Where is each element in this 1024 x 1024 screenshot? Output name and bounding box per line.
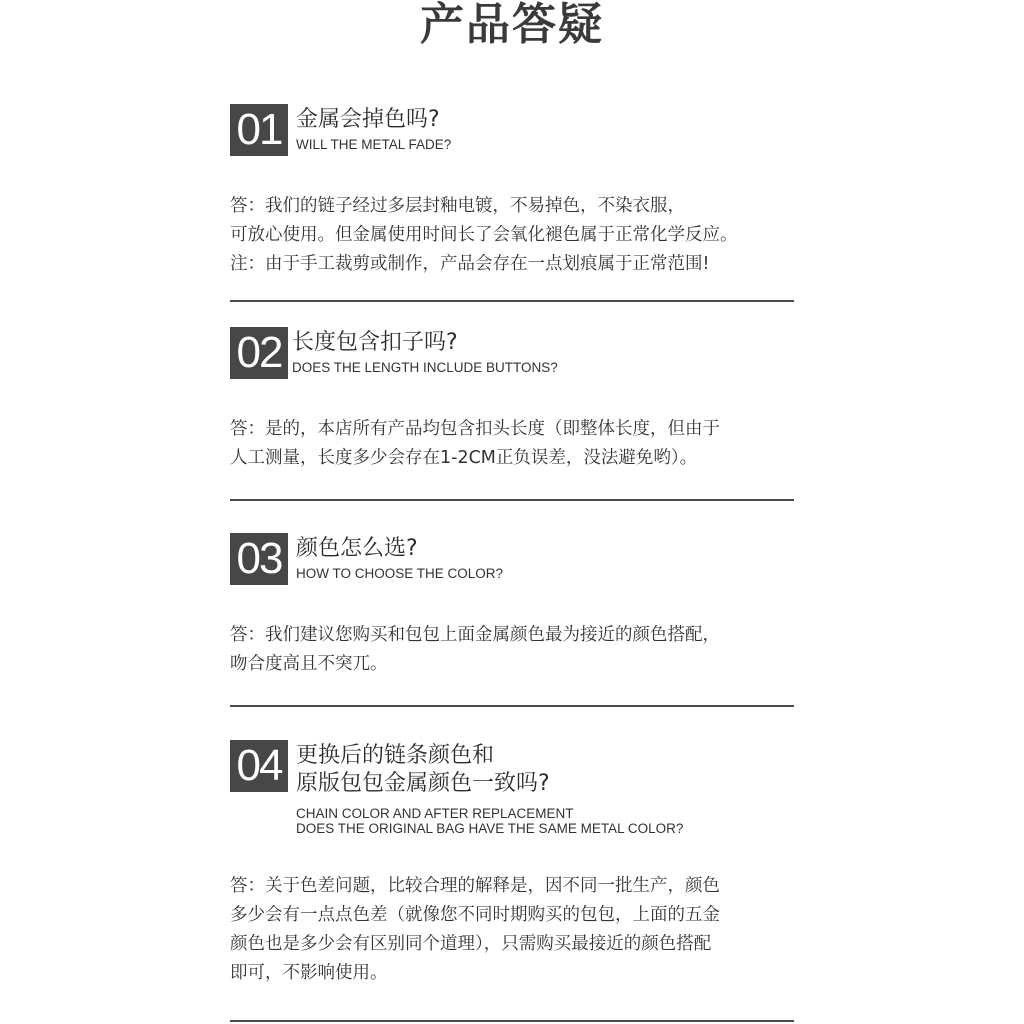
- faq-item-1: [230, 104, 794, 274]
- faq-number-badge: 03: [230, 533, 288, 585]
- faq-item-4: [230, 740, 794, 983]
- faq-question-2: [230, 327, 794, 379]
- faq-question-4: [230, 740, 794, 836]
- faq-answer-3: 答：我们建议您购买和包包上面金属颜色最为接近的颜色搭配， 吻合度高且不突兀。: [230, 625, 720, 674]
- faq-item-2: [230, 327, 794, 468]
- faq-question-3: [230, 533, 794, 585]
- page-title: 产品答疑: [420, 0, 604, 50]
- faq-number-badge: 01: [230, 104, 288, 156]
- faq-item-3: [230, 533, 794, 674]
- faq-answer-2: 答：是的，本店所有产品均包含扣头长度（即整体长度，但由于 人工测量，长度多少会存在1-2CM正负误差，没法避免哟）。: [230, 419, 720, 468]
- divider: [230, 300, 794, 302]
- divider: [230, 705, 794, 707]
- faq-question-zh: 更换后的链条颜色和 原版包包金属颜色一致吗?: [296, 743, 550, 796]
- faq-question-en: HOW TO CHOOSE THE COLOR?: [296, 566, 504, 581]
- faq-question-1: [230, 104, 794, 156]
- faq-answer-1: 答：我们的链子经过多层封釉电镀，不易掉色，不染衣服， 可放心使用。但金属使用时间长了会氧化褪色属于正常化学反应。 注：由于手工裁剪或制作，产品会存在一点划痕属于正常范围!: [230, 196, 738, 274]
- faq-question-zh: 金属会掉色吗?: [296, 107, 440, 132]
- faq-number-badge: 04: [230, 740, 288, 792]
- faq-question-zh: 长度包含扣子吗?: [292, 330, 458, 355]
- faq-number-badge: 02: [230, 327, 288, 379]
- faq-question-en: CHAIN COLOR AND AFTER REPLACEMENT DOES THE ORIGINAL BAG HAVE THE SAME METAL COLOR?: [296, 806, 684, 836]
- faq-question-en: WILL THE METAL FADE?: [296, 137, 452, 152]
- faq-question-zh: 颜色怎么选?: [296, 536, 418, 561]
- faq-answer-4: 答：关于色差问题，比较合理的解释是，因不同一批生产，颜色 多少会有一点点色差（就像您不同时期购买的包包，上面的五金 颜色也是多少会有区别同个道理），只需购买最接近的颜色搭配 即可，不影响使用。: [230, 876, 720, 983]
- divider: [230, 1020, 794, 1022]
- divider: [230, 499, 794, 501]
- faq-question-en: DOES THE LENGTH INCLUDE BUTTONS?: [292, 360, 558, 375]
